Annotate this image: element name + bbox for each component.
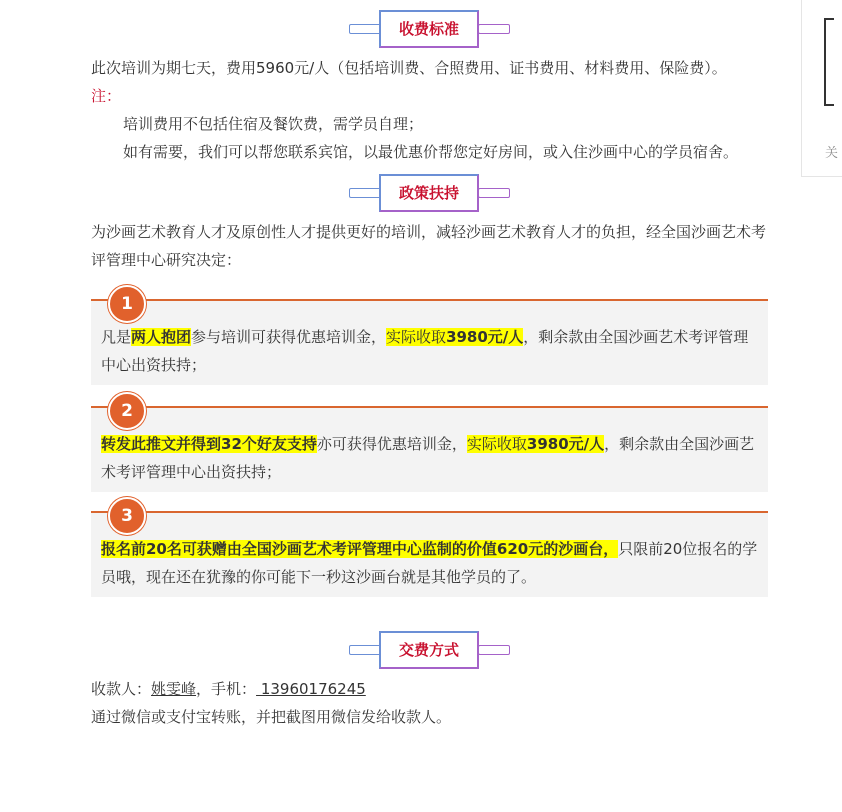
heading-right-bar bbox=[478, 188, 510, 198]
heading-left-bar bbox=[349, 645, 381, 655]
heading-left-bar bbox=[349, 188, 381, 198]
highlight-bold: 两人抱团 bbox=[131, 328, 192, 346]
text-segment: 亦可获得优惠培训金， bbox=[316, 435, 467, 453]
highlight bbox=[467, 435, 604, 453]
number-badge: 3 bbox=[108, 497, 146, 535]
highlight-bold: 3980元/人 bbox=[526, 435, 605, 453]
card-divider bbox=[91, 511, 768, 513]
policy-item-text bbox=[91, 511, 768, 601]
heading-box: 交费方式 bbox=[379, 631, 479, 669]
heading-box: 收费标准 bbox=[379, 10, 479, 48]
right-sidebar-panel bbox=[801, 0, 842, 177]
qr-code-icon[interactable] bbox=[824, 18, 834, 106]
phone-label: ，手机： bbox=[196, 680, 257, 698]
policy-item-3 bbox=[91, 506, 768, 597]
policy-item-text bbox=[91, 299, 768, 389]
note-1: 培训费用不包括住宿及餐饮费，需学员自理； bbox=[123, 115, 424, 133]
payee-line bbox=[91, 675, 768, 703]
payee-name: 姚雯峰 bbox=[151, 680, 197, 698]
payment-instruction: 通过微信或支付宝转账，并把截图用微信发给收款人。 bbox=[91, 708, 452, 726]
fee-body: 此次培训为期七天，费用5960元/人（包括培训费、合照费用、证书费用、材料费用、保险费）。 bbox=[91, 59, 727, 77]
heading-box: 政策扶持 bbox=[379, 174, 479, 212]
highlight bbox=[101, 435, 317, 453]
highlight-bold: 报名前20名可获赠由全国沙画艺术考评管理中心监制的价值620元的沙画台， bbox=[101, 540, 619, 558]
policy-intro: 为沙画艺术教育人才及原创性人才提供更好的培训，减轻沙画艺术教育人才的负担，经全国沙画艺术考评管理中心研究决定： bbox=[91, 223, 767, 269]
phone-number[interactable]: 13960176245 bbox=[256, 680, 366, 698]
number-badge: 2 bbox=[108, 392, 146, 430]
text-segment: 参与培训可获得优惠培训金， bbox=[191, 328, 387, 346]
section-heading-payment bbox=[91, 631, 768, 669]
highlight-bold: 32个好友支持 bbox=[221, 435, 317, 453]
heading-left-bar bbox=[349, 24, 381, 34]
card-divider bbox=[91, 406, 768, 408]
highlight-bold: 3980元/人 bbox=[446, 328, 524, 346]
highlight bbox=[386, 328, 523, 346]
text-segment: ，剩余款由全国沙画艺术考评管理中心出资扶持； bbox=[101, 328, 749, 374]
heading-right-bar bbox=[478, 645, 510, 655]
section-heading-policy bbox=[91, 174, 768, 212]
text-segment: 凡是 bbox=[101, 328, 132, 346]
article-content bbox=[91, 0, 768, 731]
note-2: 如有需要，我们可以帮您联系宾馆，以最优惠价帮您定好房间，或入住沙画中心的学员宿舍。 bbox=[123, 143, 739, 161]
card-divider bbox=[91, 299, 768, 301]
text-segment: 实际收取 bbox=[386, 328, 447, 346]
policy-item-text bbox=[91, 406, 768, 496]
sidebar-text: 关 bbox=[825, 146, 839, 161]
number-badge: 1 bbox=[108, 285, 146, 323]
payee-label: 收款人： bbox=[91, 680, 152, 698]
text-segment: 只限前20位报名的学员哦，现在还在犹豫的你可能下一秒这沙画台就是其他学员的了。 bbox=[101, 540, 758, 586]
note-label: 注： bbox=[91, 87, 122, 105]
text-segment: ，剩余款由全国沙画艺术考评管理中心出资扶持； bbox=[101, 435, 755, 481]
heading-right-bar bbox=[478, 24, 510, 34]
policy-item-1 bbox=[91, 294, 768, 385]
highlight-bold: 转发此推文并得到 bbox=[101, 435, 222, 453]
section-heading-fee bbox=[91, 10, 768, 48]
text-segment: 实际收取 bbox=[466, 435, 527, 453]
policy-item-2 bbox=[91, 401, 768, 492]
